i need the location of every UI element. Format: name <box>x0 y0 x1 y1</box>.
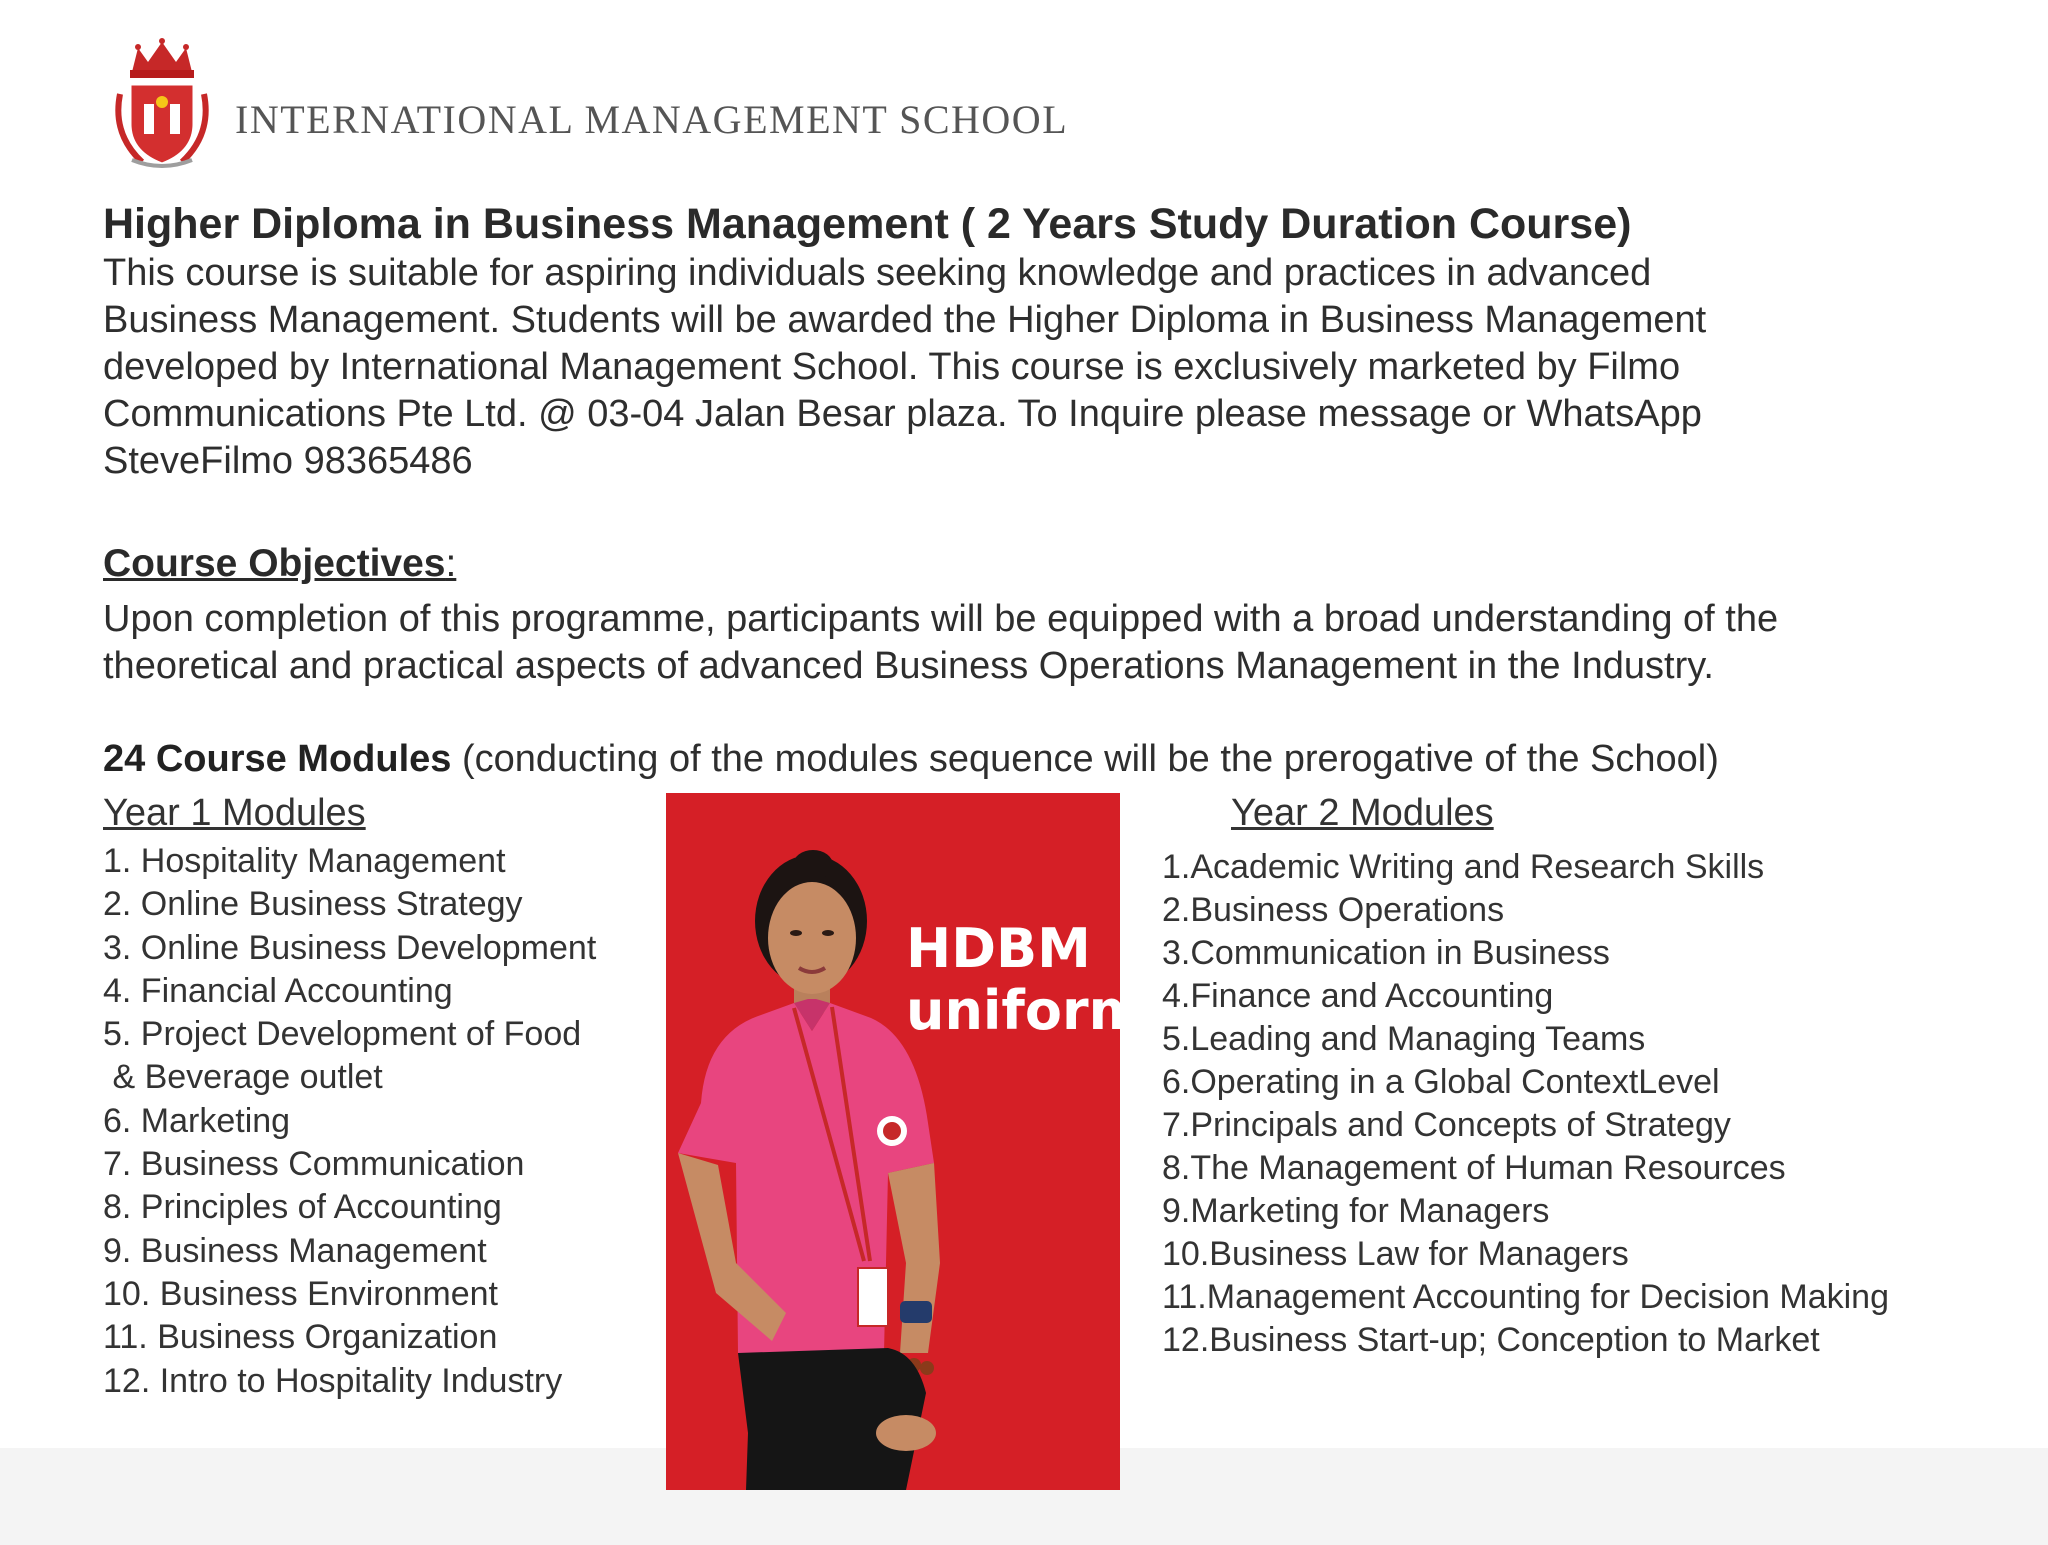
list-item: 1.Academic Writing and Research Skills <box>1162 848 1765 886</box>
list-item: 3. Online Business Development <box>103 928 597 967</box>
course-title: Higher Diploma in Business Management ( 2 Years Study Duration Course) <box>103 200 1632 248</box>
year1-heading: Year 1 Modules <box>103 792 366 834</box>
list-item: 11. Business Organization <box>103 1318 498 1357</box>
objectives-line: theoretical and practical aspects of advanced Business Operations Management in the Industry. <box>103 645 1714 687</box>
list-item: 2.Business Operations <box>1162 891 1505 929</box>
list-item: 12. Intro to Hospitality Industry <box>103 1361 563 1400</box>
person-illustration <box>666 793 1145 1490</box>
caption-line: HDBM <box>906 917 1091 980</box>
list-item: 11.Management Accounting for Decision Making <box>1162 1278 1889 1316</box>
description-line: Business Management. Students will be awarded the Higher Diploma in Business Management <box>103 299 1707 341</box>
list-item: & Beverage outlet <box>103 1058 383 1097</box>
description-line: This course is suitable for aspiring individuals seeking knowledge and practices in advanced <box>103 252 1652 294</box>
list-item: 6.Operating in a Global ContextLevel <box>1162 1063 1720 1101</box>
list-item: 9.Marketing for Managers <box>1162 1192 1550 1230</box>
year2-module-list <box>1162 846 1889 1362</box>
school-name: INTERNATIONAL MANAGEMENT SCHOOL <box>235 97 1069 142</box>
list-item: 1. Hospitality Management <box>103 842 506 880</box>
caption-line: uniform <box>906 979 1145 1042</box>
year1-module-list <box>103 840 596 1403</box>
objectives-heading-text: Course Objectives <box>103 542 446 585</box>
crest-logo-icon <box>102 34 222 174</box>
list-item: 7. Business Communication <box>103 1145 525 1184</box>
list-item: 8.The Management of Human Resources <box>1162 1149 1786 1187</box>
list-item: 2. Online Business Strategy <box>103 885 523 924</box>
list-item: 8. Principles of Accounting <box>103 1188 502 1227</box>
modules-count-label: 24 Course Modules <box>103 738 452 780</box>
list-item: 4.Finance and Accounting <box>1162 977 1554 1015</box>
modules-heading <box>103 738 1719 781</box>
list-item: 10.Business Law for Managers <box>1162 1235 1629 1273</box>
list-item: 9. Business Management <box>103 1231 487 1270</box>
objectives-heading-colon: : <box>445 542 457 585</box>
objectives-line: Upon completion of this programme, participants will be equipped with a broad understanding of the <box>103 598 1779 640</box>
list-item: 6. Marketing <box>103 1101 291 1140</box>
objectives-heading <box>103 542 456 586</box>
course-description <box>103 250 1903 485</box>
uniform-photo <box>666 793 1145 1490</box>
modules-note: (conducting of the modules sequence will be the prerogative of the School) <box>451 738 1719 780</box>
list-item: 10. Business Environment <box>103 1274 498 1313</box>
list-item: 12.Business Start-up; Conception to Market <box>1162 1321 1820 1359</box>
description-line: Communications Pte Ltd. @ 03-04 Jalan Besar plaza. To Inquire please message or WhatsApp <box>103 393 1702 435</box>
description-line: SteveFilmo 98365486 <box>103 440 473 482</box>
photo-caption <box>906 917 1145 1042</box>
list-item: 5. Project Development of Food <box>103 1015 582 1054</box>
list-item: 3.Communication in Business <box>1162 934 1610 972</box>
objectives-text <box>103 596 2003 690</box>
description-line: developed by International Management School. This course is exclusively marketed by Filmo <box>103 346 1681 388</box>
list-item: 7.Principals and Concepts of Strategy <box>1162 1106 1731 1144</box>
list-item: 5.Leading and Managing Teams <box>1162 1020 1646 1058</box>
year2-heading: Year 2 Modules <box>1231 792 1494 834</box>
list-item: 4. Financial Accounting <box>103 971 453 1010</box>
